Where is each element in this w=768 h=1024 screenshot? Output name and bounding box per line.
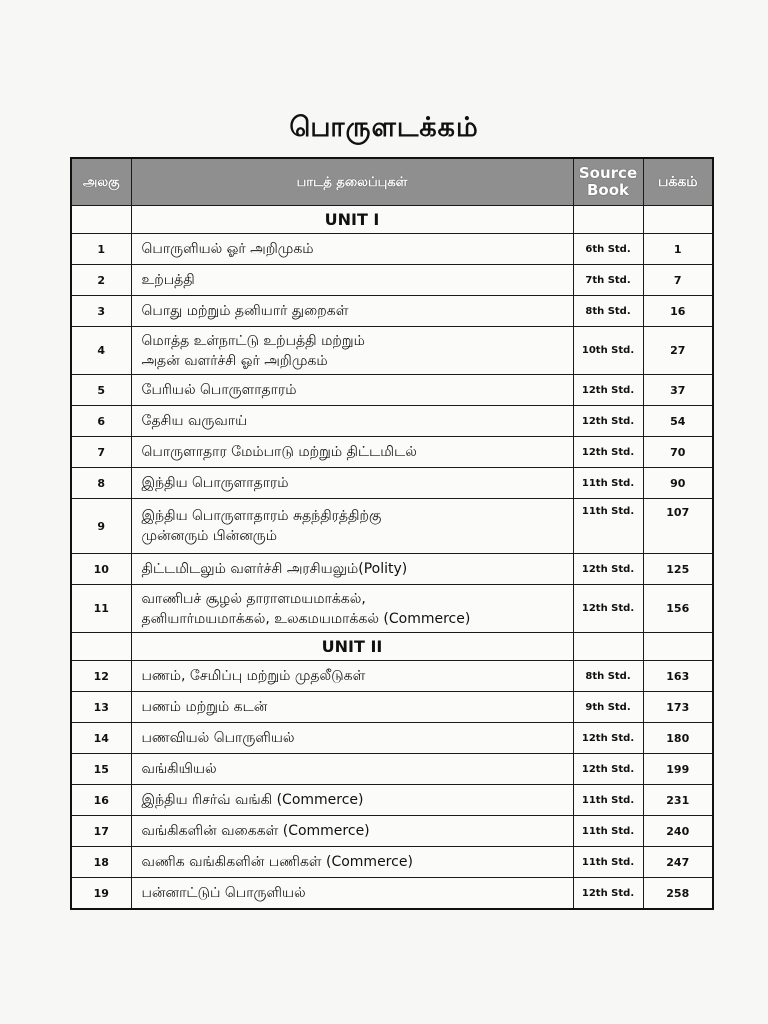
unit-label: UNIT I — [131, 206, 573, 234]
unit-number: 12 — [71, 661, 131, 692]
topic-title-line: மொத்த உள்நாட்டு உற்பத்தி மற்றும் — [141, 332, 365, 349]
table-row — [71, 554, 713, 585]
page-number: 258 — [643, 878, 713, 910]
source-book: 10th Std. — [573, 327, 643, 375]
source-book: 11th Std. — [573, 499, 643, 554]
table-row — [71, 375, 713, 406]
unit-number: 7 — [71, 437, 131, 468]
topic-title — [131, 585, 573, 633]
unit-number: 8 — [71, 468, 131, 499]
topic-title — [131, 406, 573, 437]
table-row — [71, 723, 713, 754]
page-number: 1 — [643, 234, 713, 265]
contents-table — [70, 157, 714, 910]
table-row — [71, 265, 713, 296]
unit-label: UNIT II — [131, 633, 573, 661]
page-number: 54 — [643, 406, 713, 437]
unit-number: 16 — [71, 785, 131, 816]
table-row — [71, 878, 713, 910]
topic-title — [131, 816, 573, 847]
unit-blank — [71, 206, 131, 234]
topic-title — [131, 847, 573, 878]
source-book: 9th Std. — [573, 692, 643, 723]
page-number: 107 — [643, 499, 713, 554]
topic-title — [131, 296, 573, 327]
table-row — [71, 585, 713, 633]
header-unit-no: அலகு — [71, 158, 131, 206]
table-row — [71, 754, 713, 785]
source-book: 12th Std. — [573, 406, 643, 437]
page-number: 180 — [643, 723, 713, 754]
unit-number: 2 — [71, 265, 131, 296]
source-book: 6th Std. — [573, 234, 643, 265]
topic-title — [131, 499, 573, 554]
topic-title-line: பொது மற்றும் தனியார் துறைகள் — [141, 303, 349, 319]
topic-title-line: வங்கிகளின் வகைகள் (Commerce) — [141, 823, 370, 839]
page-number: 231 — [643, 785, 713, 816]
page-number: 27 — [643, 327, 713, 375]
topic-title-line: அதன் வளர்ச்சி ஓர் அறிமுகம் — [141, 352, 328, 369]
table-row — [71, 816, 713, 847]
page-number: 37 — [643, 375, 713, 406]
header-topics: பாடத் தலைப்புகள் — [131, 158, 573, 206]
unit-number: 5 — [71, 375, 131, 406]
contents-body — [71, 206, 713, 910]
topic-title — [131, 692, 573, 723]
topic-title-line: வணிக வங்கிகளின் பணிகள் (Commerce) — [141, 854, 413, 870]
source-book: 12th Std. — [573, 878, 643, 910]
header-source-line1: Source — [578, 164, 638, 182]
page-number: 163 — [643, 661, 713, 692]
unit-number: 6 — [71, 406, 131, 437]
unit-blank — [643, 633, 713, 661]
page-number: 90 — [643, 468, 713, 499]
topic-title — [131, 468, 573, 499]
table-row — [71, 468, 713, 499]
topic-title-line: இந்திய ரிசர்வ் வங்கி (Commerce) — [141, 792, 364, 808]
topic-title-line: பொருளியல் ஓர் அறிமுகம் — [141, 241, 314, 257]
unit-blank — [573, 633, 643, 661]
unit-number: 15 — [71, 754, 131, 785]
topic-title-line: உற்பத்தி — [141, 272, 195, 288]
topic-title-line: தேசிய வருவாய் — [141, 413, 248, 429]
unit-number: 14 — [71, 723, 131, 754]
topic-title — [131, 437, 573, 468]
topic-title-line: தனியார்மயமாக்கல், உலகமயமாக்கல் (Commerce) — [141, 610, 471, 627]
topic-title-line: முன்னரும் பின்னரும் — [141, 528, 278, 544]
topic-title — [131, 723, 573, 754]
page-number: 173 — [643, 692, 713, 723]
page-title: பொருளடக்கம் — [289, 112, 479, 143]
unit-number: 17 — [71, 816, 131, 847]
header-source-book — [573, 158, 643, 206]
page-number: 125 — [643, 554, 713, 585]
source-book: 11th Std. — [573, 816, 643, 847]
topic-title — [131, 785, 573, 816]
page-number: 16 — [643, 296, 713, 327]
topic-title-line: பேரியல் பொருளாதாரம் — [141, 382, 297, 398]
unit-blank — [643, 206, 713, 234]
source-book: 8th Std. — [573, 661, 643, 692]
table-row — [71, 692, 713, 723]
page-number: 247 — [643, 847, 713, 878]
table-row — [71, 234, 713, 265]
topic-title-line: பணம் மற்றும் கடன் — [141, 699, 268, 715]
unit-blank — [573, 206, 643, 234]
unit-number: 11 — [71, 585, 131, 633]
topic-title-line: வங்கியியல் — [141, 761, 217, 777]
source-book: 11th Std. — [573, 847, 643, 878]
page-number: 70 — [643, 437, 713, 468]
topic-title-line: பொருளாதார மேம்பாடு மற்றும் திட்டமிடல் — [141, 444, 417, 460]
unit-number: 3 — [71, 296, 131, 327]
source-book: 7th Std. — [573, 265, 643, 296]
unit-number: 1 — [71, 234, 131, 265]
topic-title-line: திட்டமிடலும் வளர்ச்சி அரசியலும்(Polity) — [141, 561, 408, 577]
table-row — [71, 499, 713, 554]
topic-title — [131, 554, 573, 585]
topic-title — [131, 375, 573, 406]
unit-number: 9 — [71, 499, 131, 554]
topic-title — [131, 234, 573, 265]
header-source-line2: Book — [586, 181, 630, 199]
unit-blank — [71, 633, 131, 661]
header-row — [71, 158, 713, 206]
unit-number: 4 — [71, 327, 131, 375]
source-book: 11th Std. — [573, 468, 643, 499]
unit-header-row — [71, 206, 713, 234]
topic-title-line: பன்னாட்டுப் பொருளியல் — [141, 885, 306, 901]
topic-title — [131, 878, 573, 910]
page-number: 156 — [643, 585, 713, 633]
table-row — [71, 661, 713, 692]
unit-number: 19 — [71, 878, 131, 910]
source-book: 12th Std. — [573, 375, 643, 406]
topic-title-line: பணம், சேமிப்பு மற்றும் முதலீடுகள் — [141, 668, 366, 684]
table-row — [71, 785, 713, 816]
topic-title — [131, 265, 573, 296]
source-book: 12th Std. — [573, 437, 643, 468]
source-book: 12th Std. — [573, 585, 643, 633]
table-row — [71, 296, 713, 327]
topic-title — [131, 327, 573, 375]
table-row — [71, 327, 713, 375]
topic-title-line: வாணிபச் சூழல் தாராளமயமாக்கல், — [141, 590, 366, 607]
topic-title — [131, 754, 573, 785]
page-number: 240 — [643, 816, 713, 847]
header-page: பக்கம் — [643, 158, 713, 206]
page-number: 7 — [643, 265, 713, 296]
unit-number: 13 — [71, 692, 131, 723]
source-book: 8th Std. — [573, 296, 643, 327]
topic-title-line: இந்திய பொருளாதாரம் — [141, 475, 289, 491]
topic-title-line: பணவியல் பொருளியல் — [141, 730, 295, 746]
source-book: 12th Std. — [573, 723, 643, 754]
source-book: 12th Std. — [573, 554, 643, 585]
unit-number: 10 — [71, 554, 131, 585]
table-row — [71, 437, 713, 468]
table-row — [71, 406, 713, 437]
unit-header-row — [71, 633, 713, 661]
unit-number: 18 — [71, 847, 131, 878]
topic-title-line: இந்திய பொருளாதாரம் சுதந்திரத்திற்கு — [141, 508, 382, 524]
source-book: 11th Std. — [573, 785, 643, 816]
topic-title — [131, 661, 573, 692]
table-row — [71, 847, 713, 878]
page-number: 199 — [643, 754, 713, 785]
source-book: 12th Std. — [573, 754, 643, 785]
